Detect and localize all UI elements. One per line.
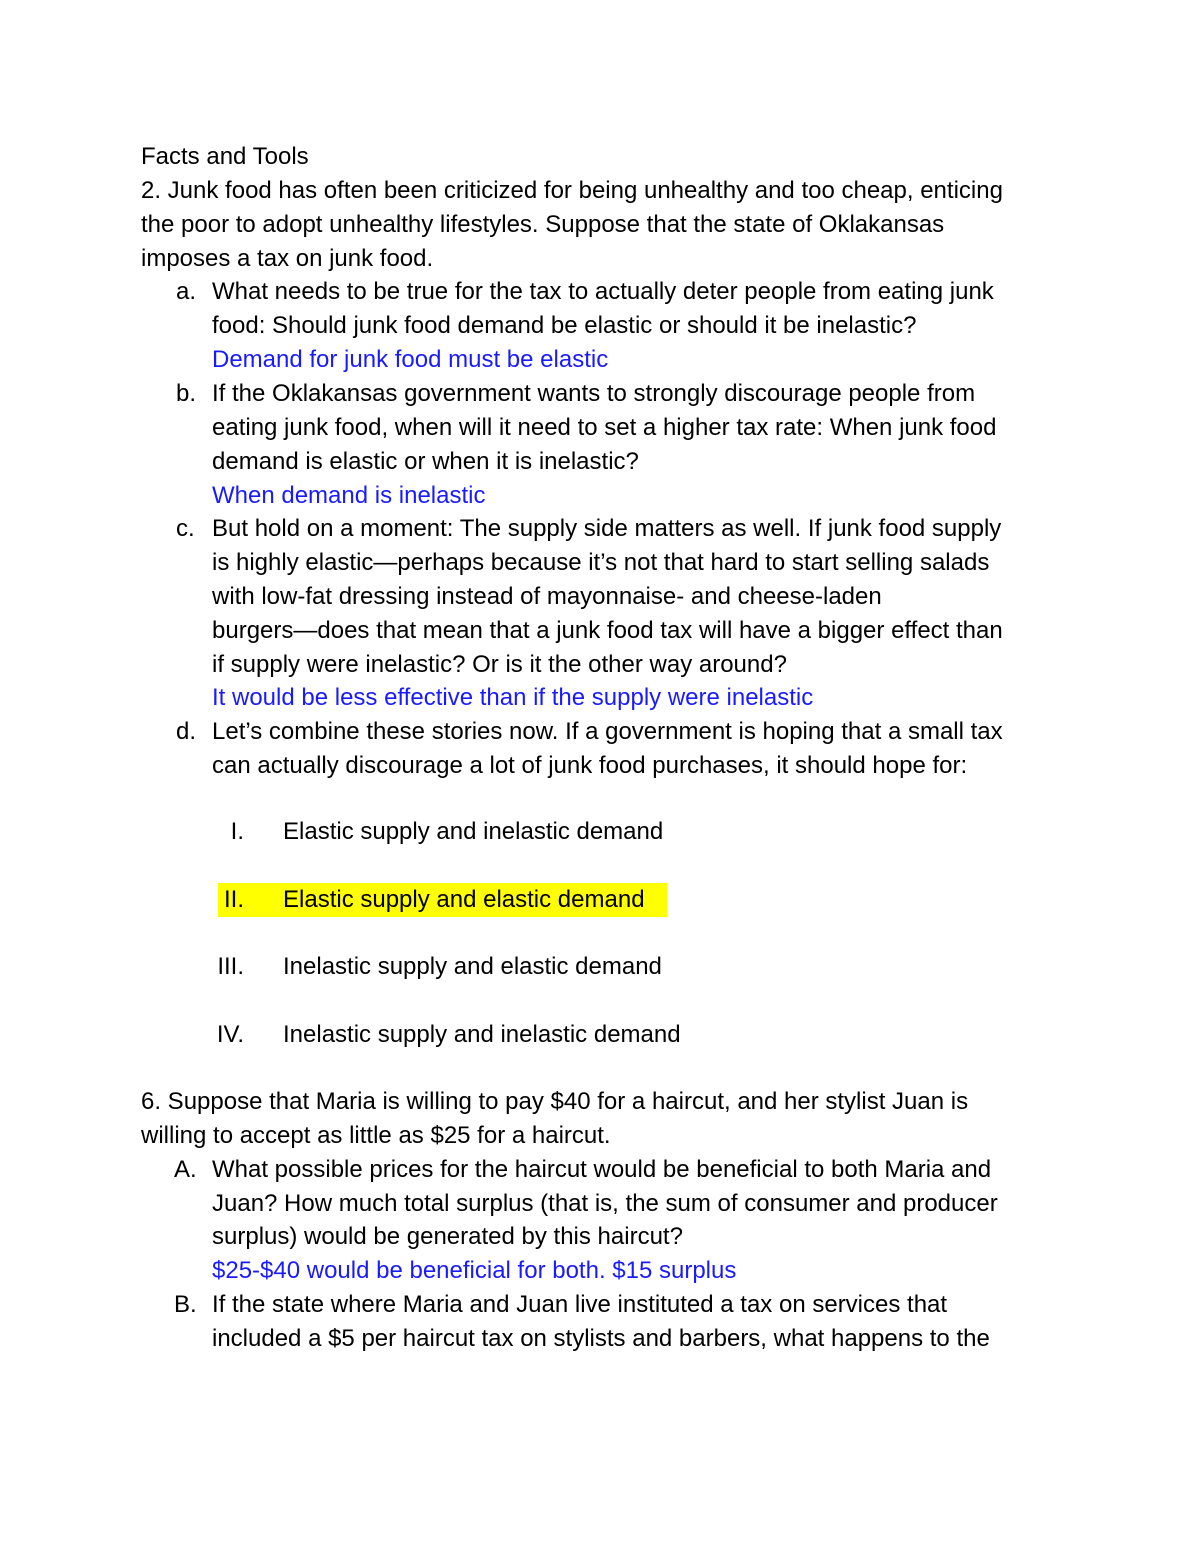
q2-part-c-text: if supply were inelastic? Or is it the other way around? [212, 651, 787, 678]
q6-part-a-answer: $25-$40 would be beneficial for both. $15 surplus [212, 1257, 737, 1284]
option-iv-marker: IV. [216, 1021, 244, 1048]
q2-part-c-marker: c. [176, 515, 195, 542]
section-title: Facts and Tools [141, 143, 309, 170]
q2-part-c-text: But hold on a moment: The supply side matters as well. If junk food supply [212, 515, 1002, 542]
q2-part-c-text: burgers—does that mean that a junk food tax will have a bigger effect than [212, 617, 1003, 644]
q6-part-b-marker: B. [174, 1291, 197, 1318]
q2-part-d-text: can actually discourage a lot of junk food purchases, it should hope for: [212, 752, 968, 779]
q6-part-b-text: included a $5 per haircut tax on stylists and barbers, what happens to the [212, 1325, 990, 1352]
q2-part-b-answer: When demand is inelastic [212, 482, 486, 509]
q2-part-c-text: with low-fat dressing instead of mayonnaise- and cheese-laden [212, 583, 882, 610]
q2-part-b-text: If the Oklakansas government wants to strongly discourage people from [212, 380, 976, 407]
q6-part-a-text: Juan? How much total surplus (that is, the sum of consumer and producer [212, 1190, 998, 1217]
q2-part-a-answer: Demand for junk food must be elastic [212, 346, 609, 373]
q6-part-a-text: surplus) would be generated by this haircut? [212, 1223, 683, 1250]
q2-part-b-text: demand is elastic or when it is inelastic? [212, 448, 639, 475]
q2-part-a-text: What needs to be true for the tax to actually deter people from eating junk [212, 278, 994, 305]
q2-intro-line: the poor to adopt unhealthy lifestyles. Suppose that the state of Oklakansas [141, 211, 945, 238]
q6-intro-line: willing to accept as little as $25 for a haircut. [141, 1122, 611, 1149]
q2-part-b-text: eating junk food, when will it need to set a higher tax rate: When junk food [212, 414, 997, 441]
q6-intro-line: 6. Suppose that Maria is willing to pay $40 for a haircut, and her stylist Juan is [141, 1088, 969, 1115]
q2-part-a-text: food: Should junk food demand be elastic or should it be inelastic? [212, 312, 917, 339]
q2-intro-line: 2. Junk food has often been criticized for being unhealthy and too cheap, enticing [141, 177, 1003, 204]
q2-intro-line: imposes a tax on junk food. [141, 245, 434, 272]
option-iv-text: Inelastic supply and inelastic demand [283, 1021, 681, 1048]
option-iii-marker: III. [217, 953, 244, 980]
option-ii-text: Elastic supply and elastic demand [283, 886, 645, 913]
q2-part-c-answer: It would be less effective than if the supply were inelastic [212, 684, 814, 711]
option-iii-text: Inelastic supply and elastic demand [283, 953, 662, 980]
option-ii-marker: II. [223, 886, 244, 913]
q2-part-a-marker: a. [176, 278, 197, 305]
q2-part-c-text: is highly elastic—perhaps because it’s not that hard to start selling salads [212, 549, 990, 576]
q6-part-b-text: If the state where Maria and Juan live instituted a tax on services that [212, 1291, 948, 1318]
option-i-text: Elastic supply and inelastic demand [283, 818, 664, 845]
q6-part-a-marker: A. [174, 1156, 197, 1183]
q2-part-d-marker: d. [176, 718, 197, 745]
option-i-marker: I. [230, 818, 244, 845]
q6-part-a-text: What possible prices for the haircut would be beneficial to both Maria and [212, 1156, 992, 1183]
q2-part-b-marker: b. [176, 380, 197, 407]
q2-part-d-text: Let’s combine these stories now. If a government is hoping that a small tax [212, 718, 1003, 745]
